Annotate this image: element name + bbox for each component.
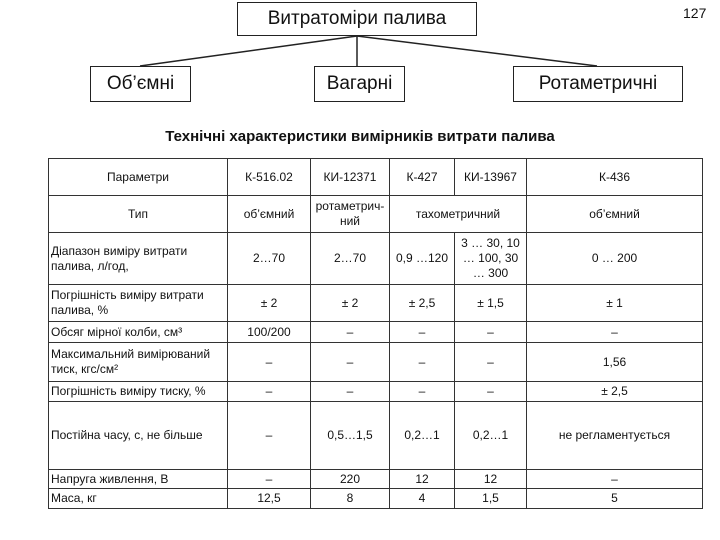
table-cell: ± 1	[527, 285, 703, 322]
header-cell: КИ-13967	[455, 159, 527, 196]
header-cell: К-427	[390, 159, 455, 196]
table-cell: 8	[311, 489, 390, 509]
table-cell: 0,5…1,5	[311, 402, 390, 470]
table-cell: об’ємний	[228, 196, 311, 233]
table-cell: –	[527, 322, 703, 343]
table-cell: 12	[455, 470, 527, 489]
table-cell: –	[455, 382, 527, 402]
table-cell: –	[311, 382, 390, 402]
table-cell: 0,2…1	[390, 402, 455, 470]
table-row	[49, 196, 703, 233]
table-cell: 0,9 …120	[390, 233, 455, 285]
diagram-weight-box: Вагарні	[314, 66, 405, 102]
param-label: Погрішність виміру тиску, %	[49, 382, 228, 402]
param-label: Постійна часу, с, не більше	[49, 402, 228, 470]
table-cell: –	[390, 382, 455, 402]
param-label: Обсяг мірної колби, см³	[49, 322, 228, 343]
table-row	[49, 489, 703, 509]
table-title: Технічні характеристики вимірників витрати палива	[165, 128, 555, 145]
table-cell: ± 2,5	[527, 382, 703, 402]
diagram-rotameter-box: Ротаметричні	[513, 66, 683, 102]
table-cell: ± 2	[311, 285, 390, 322]
param-label: Маса, кг	[49, 489, 228, 509]
param-label: Діапазон виміру витрати палива, л/год,	[49, 233, 228, 285]
header-cell: К-516.02	[228, 159, 311, 196]
table-cell: –	[311, 343, 390, 382]
table-cell: не регламентується	[527, 402, 703, 470]
param-label: Напруга живлення, В	[49, 470, 228, 489]
table-cell: –	[390, 343, 455, 382]
spec-table	[48, 158, 703, 509]
table-cell: ± 2	[228, 285, 311, 322]
table-cell: 5	[527, 489, 703, 509]
table-row	[49, 470, 703, 489]
table-cell: 3 … 30, 10 … 100, 30 … 300	[455, 233, 527, 285]
page-number: 127	[683, 5, 707, 21]
table-cell: 220	[311, 470, 390, 489]
table-cell: –	[228, 470, 311, 489]
table-cell: –	[311, 322, 390, 343]
table-cell: об’ємний	[527, 196, 703, 233]
table-cell: 0,2…1	[455, 402, 527, 470]
table-cell: 1,56	[527, 343, 703, 382]
table-cell: 100/200	[228, 322, 311, 343]
table-cell: –	[228, 343, 311, 382]
table-row	[49, 382, 703, 402]
param-label: Максимальний вимірюваний тиск, кгс/см²	[49, 343, 228, 382]
header-cell: Параметри	[49, 159, 228, 196]
table-row	[49, 233, 703, 285]
table-cell: 1,5	[455, 489, 527, 509]
table-cell: 12,5	[228, 489, 311, 509]
table-cell: 0 … 200	[527, 233, 703, 285]
table-cell: –	[390, 322, 455, 343]
table-cell: ротаметрич-ний	[311, 196, 390, 233]
table-cell: –	[455, 343, 527, 382]
table-cell: –	[527, 470, 703, 489]
table-row	[49, 322, 703, 343]
param-label: Тип	[49, 196, 228, 233]
diagram-root-box: Витратоміри палива	[237, 2, 477, 36]
header-cell: К-436	[527, 159, 703, 196]
param-label: Погрішність виміру витрати палива, %	[49, 285, 228, 322]
header-cell: КИ-12371	[311, 159, 390, 196]
table-cell: 2…70	[311, 233, 390, 285]
table-row	[49, 402, 703, 470]
table-cell: 12	[390, 470, 455, 489]
diagram-volumetric-box: Об’ємні	[90, 66, 191, 102]
table-cell: тахометричний	[390, 196, 527, 233]
table-cell: –	[228, 402, 311, 470]
table-cell: ± 2,5	[390, 285, 455, 322]
table-cell: –	[455, 322, 527, 343]
table-cell: 4	[390, 489, 455, 509]
table-cell: 2…70	[228, 233, 311, 285]
table-cell: –	[228, 382, 311, 402]
table-cell: ± 1,5	[455, 285, 527, 322]
table-header-row	[49, 159, 703, 196]
table-row	[49, 343, 703, 382]
table-row	[49, 285, 703, 322]
